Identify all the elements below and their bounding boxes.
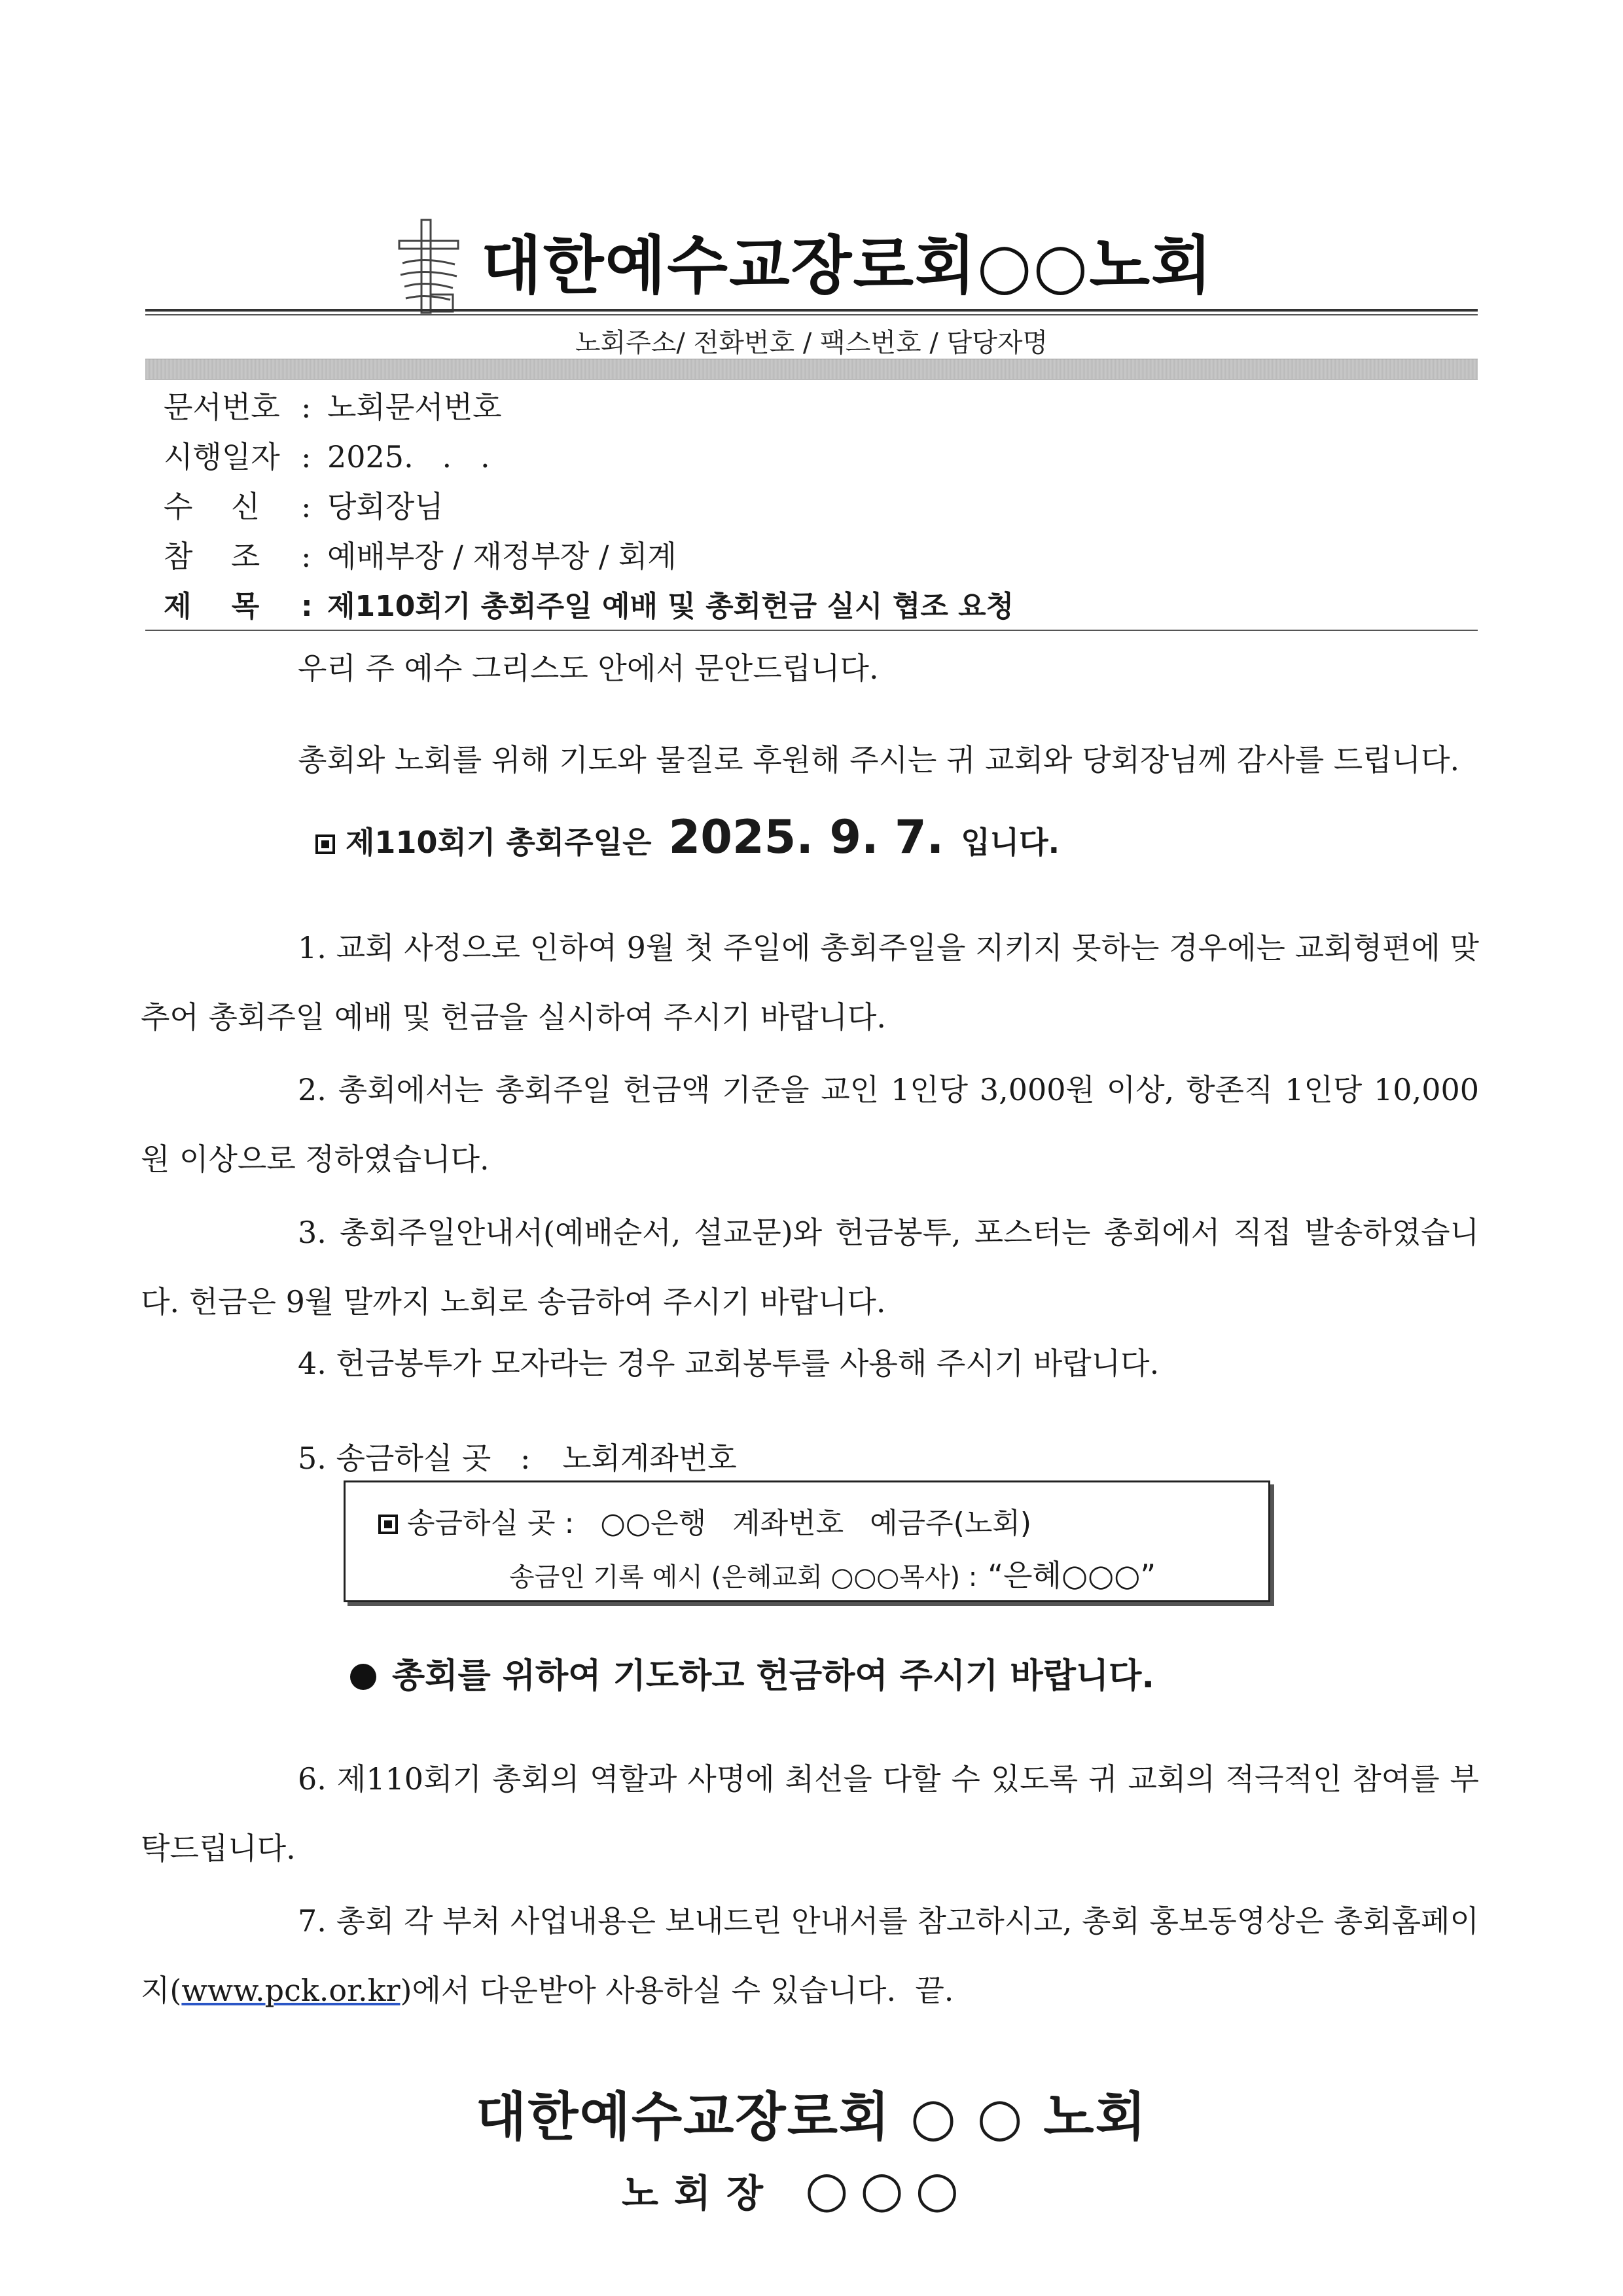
contact-line: 노회주소/ 전화번호 / 팩스번호 / 담당자명 <box>575 328 1048 358</box>
meta-cc <box>164 533 677 576</box>
item-3 <box>141 1198 1479 1336</box>
remittance-line-2 <box>509 1552 1156 1595</box>
meta-doc-no-label: 문서번호 <box>164 389 280 425</box>
remit-example-label: 송금인 기록 예시 (은혜교회 ○○○목사) : <box>509 1562 978 1592</box>
header-gray-bar <box>145 359 1478 380</box>
notice-prefix: 제110회기 총회주일은 <box>346 825 652 860</box>
item-6-text: 6. 제110회기 총회의 역할과 사명에 최선을 다할 수 있도록 귀 교회의 적극적인 참여를 부탁드립니다. <box>141 1761 1479 1866</box>
square-bullet-icon <box>378 1515 398 1534</box>
item-7-after: )에서 다운받아 사용하실 수 있습니다. <box>400 1973 897 2008</box>
item-5-sep: : <box>520 1441 531 1476</box>
header-rule-top <box>145 309 1478 312</box>
meta-doc-no <box>164 384 502 427</box>
prayer-request-text: 총회를 위하여 기도하고 헌금하여 주시기 바랍니다. <box>392 1657 1155 1696</box>
meta-recipient-label: 수 신 <box>164 489 260 524</box>
item-1 <box>141 913 1479 1052</box>
notice-date: 2025. 9. 7. <box>668 810 944 864</box>
meta-rule <box>145 630 1478 631</box>
remittance-box <box>344 1480 1270 1602</box>
item-4: 4. 헌금봉투가 모자라는 경우 교회봉투를 사용해 주시기 바랍니다. <box>298 1346 1160 1381</box>
meta-subject-value: 제110회기 총회주일 예배 및 총회헌금 실시 협조 요청 <box>327 590 1014 623</box>
notice-suffix: 입니다. <box>961 825 1060 860</box>
header-rule-bottom <box>145 314 1478 315</box>
remit-bank: ○○은행 <box>600 1507 707 1540</box>
item-7-end: 끝. <box>915 1973 954 2008</box>
presbytery-title: 대한예수교장로회○○노회 <box>481 229 1213 302</box>
meta-doc-no-value: 노회문서번호 <box>327 389 502 425</box>
remit-label: 송금하실 곳 : <box>407 1507 575 1540</box>
meta-subject-label: 제 목 <box>164 590 260 623</box>
meta-date-value: 2025. . . <box>327 439 490 475</box>
item-2-text: 2. 총회에서는 총회주일 헌금액 기준을 교인 1인당 3,000원 이상, 항존직 1인당 10,000원 이상으로 정하였습니다. <box>141 1072 1479 1177</box>
signature-role: 노회장 <box>622 2171 779 2215</box>
signature-org: 대한예수교장로회 ○ ○ 노회 <box>476 2087 1147 2147</box>
item-5-label: 5. 송금하실 곳 <box>298 1441 491 1476</box>
meta-date <box>164 433 490 476</box>
remit-example-value: “은혜○○○” <box>988 1558 1156 1593</box>
assembly-sunday-notice <box>315 810 1060 864</box>
remit-account: 계좌번호 <box>732 1507 844 1540</box>
square-bullet-icon <box>315 834 335 854</box>
item-1-text: 1. 교회 사정으로 인하여 9월 첫 주일에 총회주일을 지키지 못하는 경우에는 교회형편에 맞추어 총회주일 예배 및 헌금을 실시하여 주시기 바랍니다. <box>141 930 1479 1035</box>
item-7 <box>141 1886 1479 2025</box>
meta-subject-sep: : <box>301 590 313 623</box>
meta-date-sep: : <box>301 439 312 475</box>
meta-cc-sep: : <box>301 539 312 574</box>
meta-subject <box>164 583 1014 624</box>
thanks: 총회와 노회를 위해 기도와 물질로 후원해 주시는 귀 교회와 당회장님께 감사를 드립니다. <box>298 742 1460 778</box>
meta-cc-label: 참 조 <box>164 539 260 574</box>
item-5 <box>298 1435 737 1478</box>
item-5-value: 노회계좌번호 <box>562 1441 737 1476</box>
signature-name: ○○○ <box>805 2160 971 2218</box>
meta-cc-value: 예배부장 / 재정부장 / 회계 <box>327 539 677 574</box>
item-2 <box>141 1055 1479 1194</box>
signature-moderator <box>622 2160 971 2218</box>
greeting: 우리 주 예수 그리스도 안에서 문안드립니다. <box>298 651 879 686</box>
meta-recipient-sep: : <box>301 489 312 524</box>
remittance-line-1 <box>378 1499 1058 1541</box>
meta-recipient <box>164 483 444 526</box>
meta-recipient-value: 당회장님 <box>327 489 444 524</box>
item-7-before: 7. 총회 각 부처 사업내용은 보내드린 안내서를 참고하시고, 총회 홍보동영상은 총회홈페이지( <box>141 1903 1479 2008</box>
meta-date-label: 시행일자 <box>164 439 280 475</box>
bullet-circle-icon <box>350 1664 376 1690</box>
pck-website-link[interactable]: www.pck.or.kr <box>181 1973 401 2008</box>
remit-holder: 예금주(노회) <box>870 1507 1031 1540</box>
item-3-text: 3. 총회주일안내서(예배순서, 설교문)와 헌금봉투, 포스터는 총회에서 직접 발송하였습니다. 헌금은 9월 말까지 노회로 송금하여 주시기 바랍니다. <box>141 1215 1479 1319</box>
prayer-request <box>350 1648 1154 1697</box>
cross-logo-icon <box>393 217 465 315</box>
item-6 <box>141 1744 1479 1883</box>
meta-doc-no-sep: : <box>301 389 312 425</box>
